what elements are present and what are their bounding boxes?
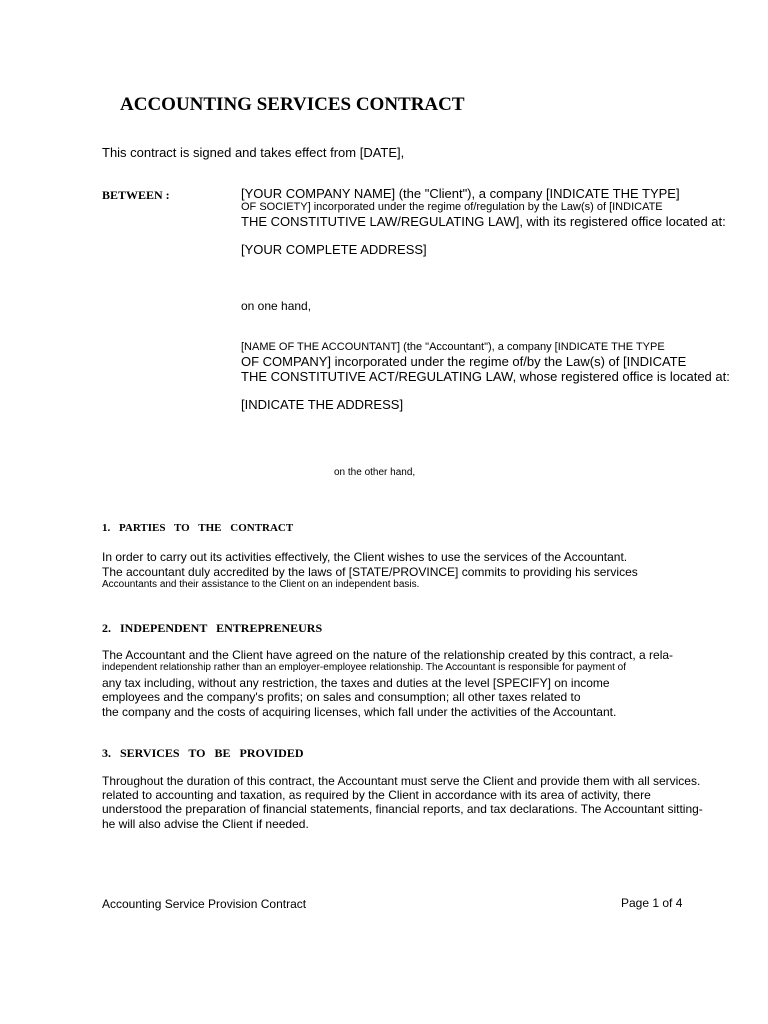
client-address: [YOUR COMPLETE ADDRESS] bbox=[241, 242, 427, 257]
section-3-line-2: related to accounting and taxation, as required by the Client in accordance with its area of activity, there bbox=[102, 788, 651, 802]
client-line-1: [YOUR COMPANY NAME] (the "Client"), a company [INDICATE THE TYPE] bbox=[241, 186, 680, 201]
on-one-hand: on one hand, bbox=[241, 299, 312, 313]
section-3-heading: 3. SERVICES TO BE PROVIDED bbox=[102, 746, 304, 760]
section-1-line-2: The accountant duly accredited by the laws of [STATE/PROVINCE] commits to providing his services bbox=[102, 565, 638, 579]
section-1-line-1: In order to carry out its activities effectively, the Client wishes to use the services of the Accountant. bbox=[102, 550, 628, 564]
section-2-line-3: any tax including, without any restriction, the taxes and duties at the level [SPECIFY] on income bbox=[102, 676, 610, 690]
accountant-line-2: OF COMPANY] incorporated under the regime of/by the Law(s) of [INDICATE bbox=[241, 354, 687, 369]
accountant-address: [INDICATE THE ADDRESS] bbox=[241, 397, 404, 412]
section-2-line-4: employees and the company's profits; on sales and consumption; all other taxes related to bbox=[102, 690, 581, 704]
section-3-line-4: he will also advise the Client if needed. bbox=[102, 817, 309, 831]
document-title: ACCOUNTING SERVICES CONTRACT bbox=[120, 94, 465, 115]
section-1-heading: 1. PARTIES TO THE CONTRACT bbox=[102, 522, 294, 534]
section-3-line-1: Throughout the duration of this contract, the Accountant must serve the Client and provide them with all services. bbox=[102, 774, 701, 788]
client-line-2: OF SOCIETY] incorporated under the regime of/regulation by the Law(s) of [INDICATE bbox=[241, 201, 663, 213]
accountant-line-3: THE CONSTITUTIVE ACT/REGULATING LAW, whose registered office is located at: bbox=[241, 369, 730, 384]
footer-title: Accounting Service Provision Contract bbox=[102, 897, 307, 911]
intro-line: This contract is signed and takes effect from [DATE], bbox=[102, 145, 405, 160]
accountant-line-1: [NAME OF THE ACCOUNTANT] (the "Accountant"), a company [INDICATE THE TYPE bbox=[241, 341, 665, 353]
on-other-hand: on the other hand, bbox=[334, 467, 416, 478]
section-3-line-3: understood the preparation of financial statements, financial reports, and tax declarations. The Accountant sitting- bbox=[102, 802, 703, 816]
section-2-line-2: independent relationship rather than an employer-employee relationship. The Accountant is responsible for payment of bbox=[102, 662, 627, 673]
section-2-line-5: the company and the costs of acquiring licenses, which fall under the activities of the Accountant. bbox=[102, 705, 617, 719]
between-label: BETWEEN : bbox=[102, 188, 170, 202]
page-number: Page 1 of 4 bbox=[621, 896, 683, 910]
client-line-3: THE CONSTITUTIVE LAW/REGULATING LAW], with its registered office located at: bbox=[241, 214, 726, 229]
section-2-line-1: The Accountant and the Client have agreed on the nature of the relationship created by this contract, a rela- bbox=[102, 648, 674, 662]
section-2-heading: 2. INDEPENDENT ENTREPRENEURS bbox=[102, 621, 323, 635]
section-1-line-3: Accountants and their assistance to the Client on an independent basis. bbox=[102, 579, 420, 590]
